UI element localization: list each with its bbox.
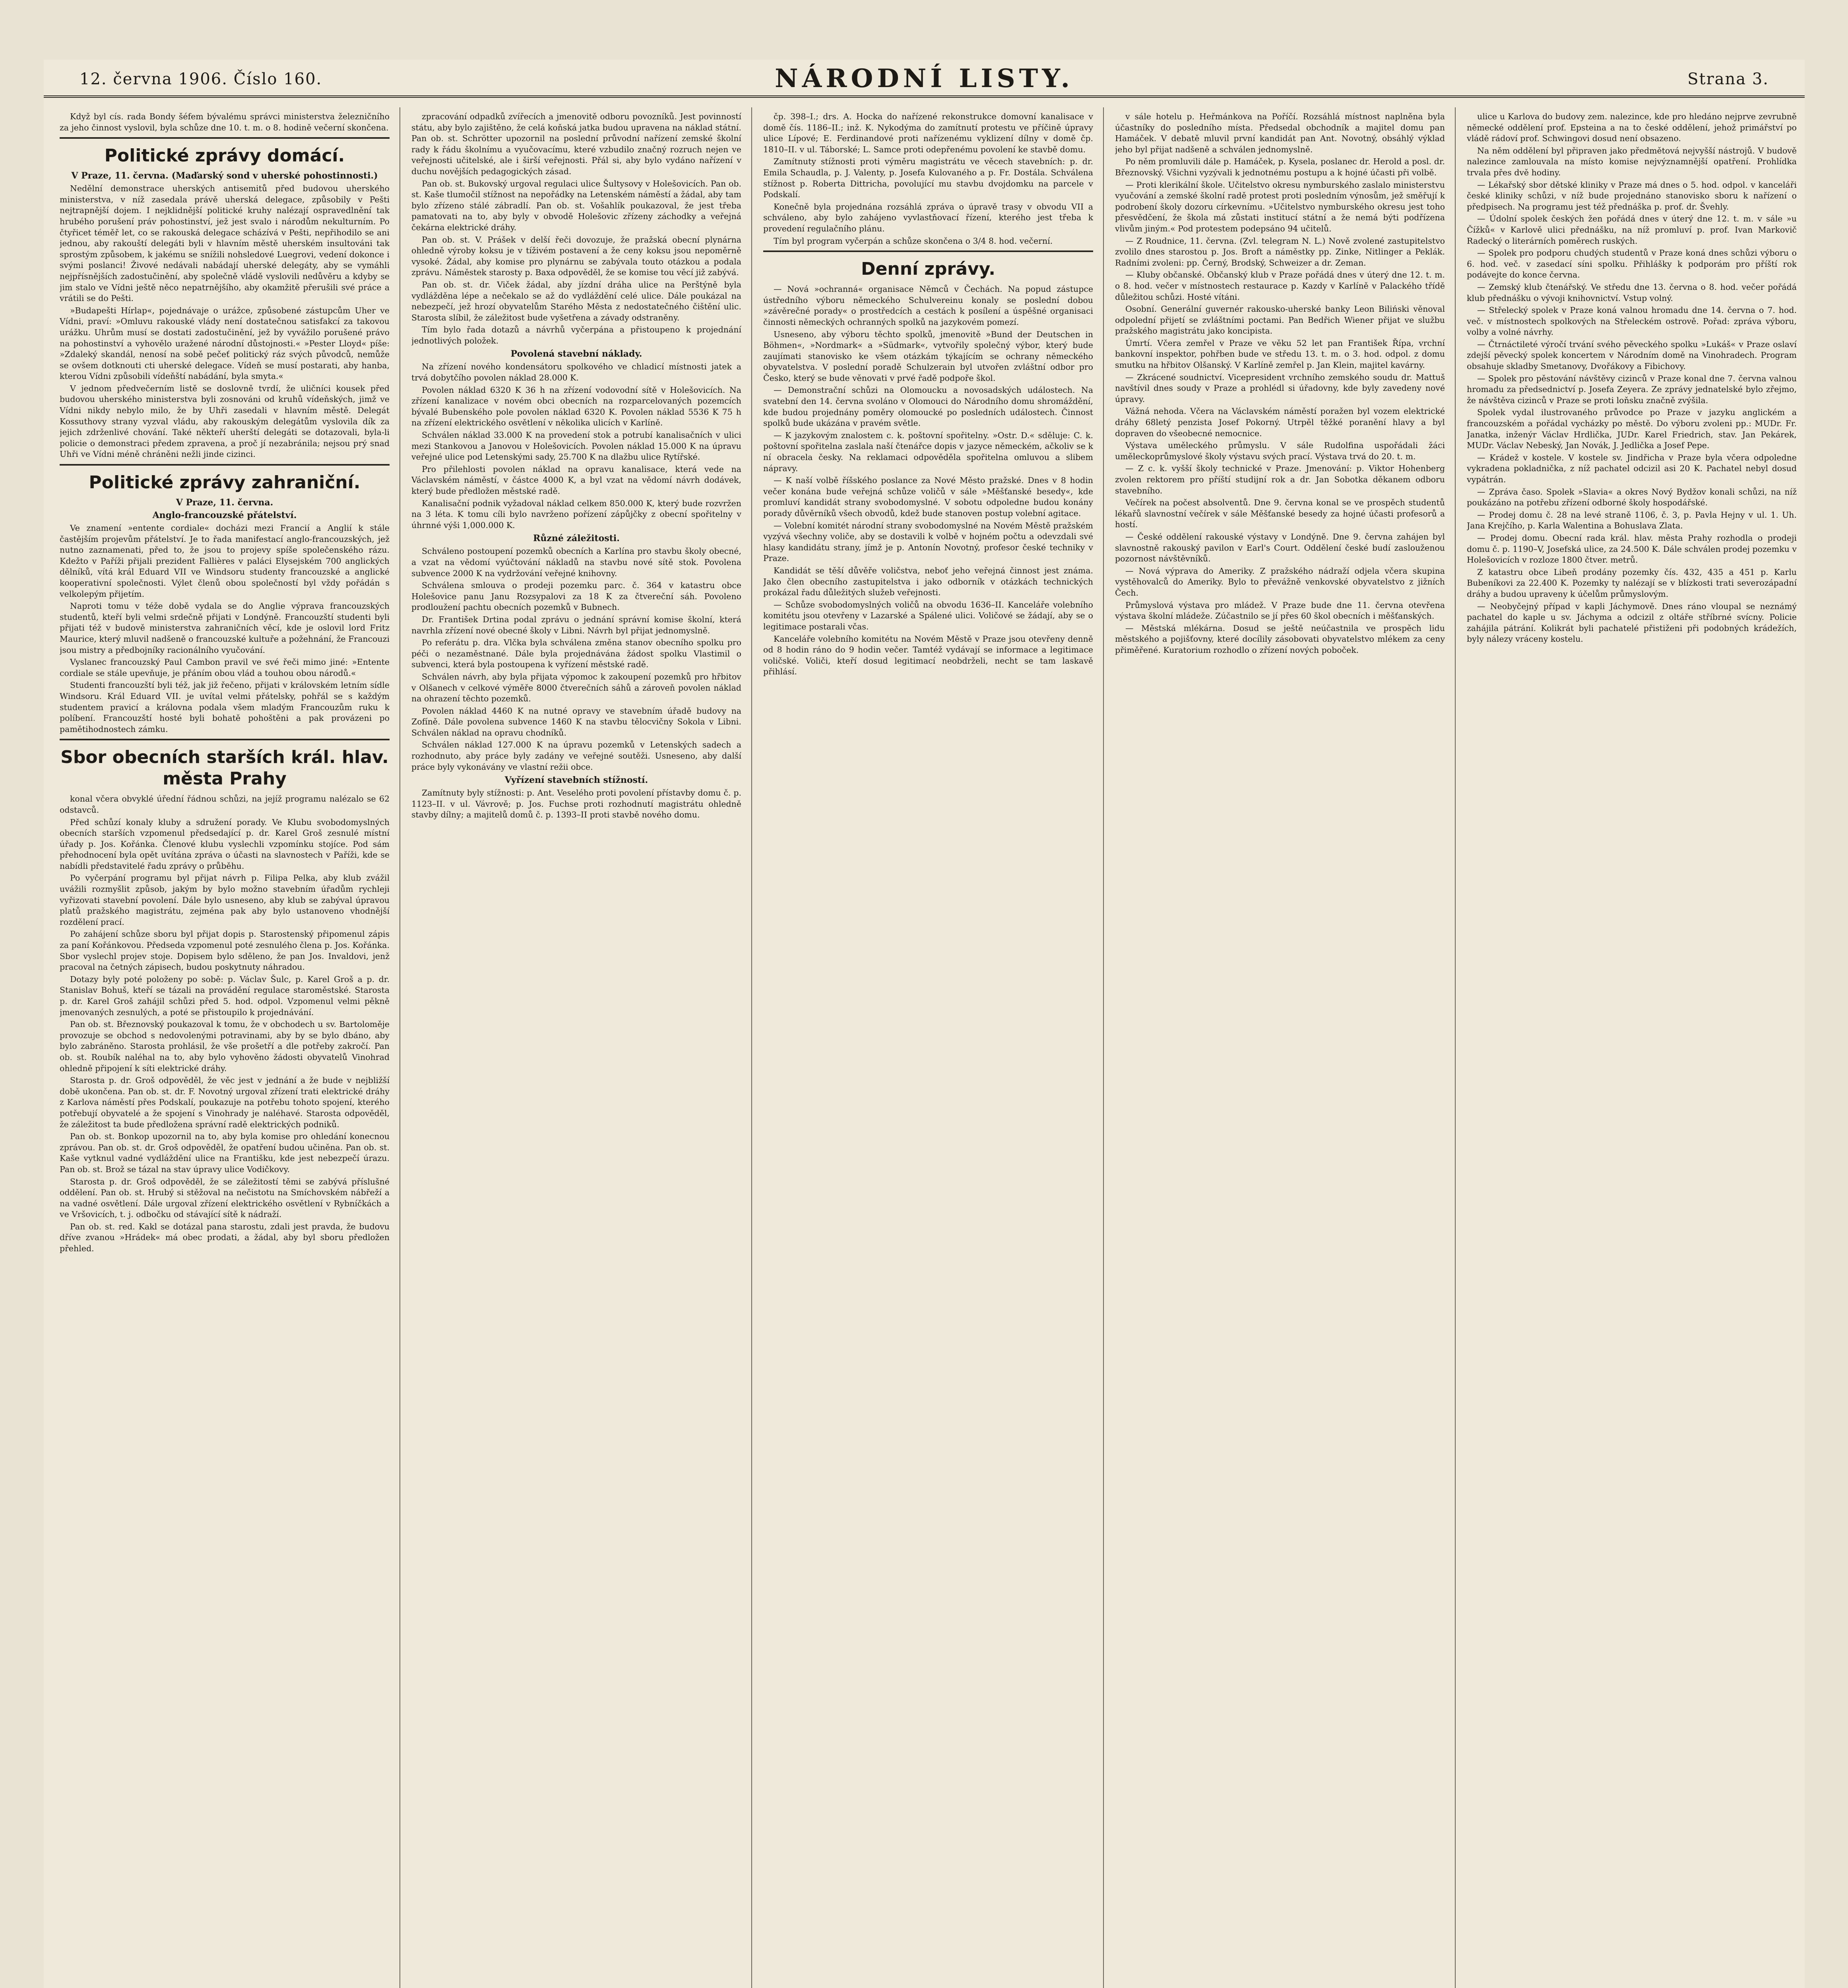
article-paragraph: — Lékařský sbor dětské kliniky v Praze má dnes o 5. hod. odpol. v kanceláři české kliniky schůzi, v níž bude projednáno stanovisko sboru k nařízení o předpisech. Na programu jest též přednáška p. prof. dr. Švehly. xyxy=(1467,180,1797,212)
article-paragraph: — Zkrácené soudnictví. Vicepresident vrchního zemského soudu dr. Mattuš navštívil dnes soudy v Praze a prohlédl si úřadovny, kde byly zavedeny nové úpravy. xyxy=(1115,372,1445,404)
article-paragraph: Zamítnuty byly stížnosti: p. Ant. Veselého proti povolení přístavby domu č. p. 1123–II. v ul. Vávrově; p. Jos. Fuchse proti rozhodnutí magistrátu ohledně stavby dílny; a majitelů domů č. p. 1393–II proti stavbě nového domu. xyxy=(411,788,741,820)
article-paragraph: Po referátu p. dra. Vlčka byla schválena změna stanov obecního spolku pro péči o nezaměstnané. Dále byla projednávána žádost spolku Vlastimil o subvenci, která byla postoupena k vyřízení městské radě. xyxy=(411,638,741,670)
article-paragraph: V jednom předvečerním listě se doslovně tvrdí, že uličníci kousek před budovou uherského ministerstva byli zosnováni od kruhů vídeňských, jimž ve Vídni nikdy nebylo milo, že by Uhři zasedali v hlavním městě. Delegát Kossuthovy strany vyzval vládu, aby rakouským delegátům vyslovila dík za jejich zdrženlivé chování. Také někteří uherští delegáti se dotazovali, byla-li policie o demonstraci předem zpravena, a proč jí nezabránila; nejsou prý snad Uhři ve Vídni méně chráněni nežli jinde cizinci. xyxy=(60,383,390,459)
article-paragraph: Ve znamení »entente cordiale« docházi mezi Francií a Anglií k stále častějším projevům přátelství. Je to řada manifestací anglo-francouzských, jež nutno zaznamenati, před to, že jsou to projevy spíše společenského rázu. Kdežto v Paříži přijali prezident Fallières v paláci Elysejském 700 anglických dělníků, vítá král Eduard VII ve Windsoru studenty francouzské a anglické kooperativní společnosti. Výlet členů obou společností byl vždy pořádán s velkolepým přijetím. xyxy=(60,523,390,599)
article-paragraph: Tím byl program vyčerpán a schůze skončena o 3/4 8. hod. večerní. xyxy=(774,236,1053,246)
newspaper-page xyxy=(44,60,1805,1988)
article-paragraph: Schválen náklad 33.000 K na provedení stok a potrubí kanalisačních v ulici mezi Stankovou a Janovou v Holešovicích. Povolen náklad 15.000 K na úpravu veřejné ulice pod Letenskými sady, 25.700 K na dlažbu ulice Rytířské. xyxy=(411,430,741,462)
article-paragraph: Spolek vydal ilustrovaného průvodce po Praze v jazyku anglickém a francouzském a pořádal vycházky po městě. Do výboru zvoleni pp.: MUDr. Fr. Janatka, inženýr Václav Hrdlička, JUDr. Karel Friedrich, stav. Jan Pekárek, MUDr. Václav Nebeský, Jan Novák, J. Jedlička a Josef Pepe. xyxy=(1467,408,1797,450)
column-2 xyxy=(411,111,741,1988)
issue-date: 12. června 1906. Číslo 160. xyxy=(80,70,322,88)
article-paragraph: Tím bylo řada dotazů a návrhů vyčerpána a přistoupeno k projednání jednotlivých položek. xyxy=(411,325,741,346)
column-divider xyxy=(399,107,400,1988)
subheading: V Praze, 11. června. xyxy=(176,497,273,508)
section-heading: Politické zprávy domácí. xyxy=(104,146,345,166)
article-paragraph: Zamítnuty stížnosti proti výměru magistrátu ve věcech stavebních: p. dr. Emila Schaudla, p. J. Valenty, p. Josefa Kulovaného a p. Fr. Dostála. Schválena stížnost p. Roberta Dittricha, povolující mu stavbu dvojdomku na parcele v Podskalí. xyxy=(763,157,1093,200)
article-paragraph: Starosta p. dr. Groš odpověděl, že věc jest v jednání a že bude v nejbližší době ukončena. Pan ob. st. dr. F. Novotný urgoval zřízení trati elektrické dráhy z Karlova náměstí přes Podskalí, poukazuje na potřebu tohoto spojení, kterého potřebují obyvatelé a že spojení s Vinohrady je naléhavé. Starosta odpověděl, že záležitost ta bude předložena správní radě elektrických podniků. xyxy=(60,1076,390,1129)
article-paragraph: — Zpráva časo. Spolek »Slavia« a okres Nový Bydžov konali schůzi, na níž poukázáno na potřebu zřízení odborné školy hospodářské. xyxy=(1467,487,1797,508)
article-paragraph: Výstava uměleckého průmyslu. V sále Rudolfina uspořádali žáci uměleckoprůmyslové školy výstavu svých prací. Výstava trvá do 20. t. m. xyxy=(1115,441,1445,461)
article-paragraph: — K jazykovým znalostem c. k. poštovní spořitelny. »Ostr. D.« sděluje: C. k. poštovní spořitelna zaslala naší čtenářce dopis v jazyce německém, ačkoliv se k ní obracela česky. Na reklamaci odpověděla spořitelna omluvou a slibem nápravy. xyxy=(763,430,1093,473)
article-paragraph: Naproti tomu v téže době vydala se do Anglie výprava francouzských studentů, kteří byli velmi srdečně přijati v Londýně. Francouzští studenti byli přijati též v budově ministerstva zahraničních věcí, kde je oslovil lord Fritz Maurice, který mluvil nadšeně o francouzské kultuře a požehnání, že Francouzi jsou mistry a předbojníky racionálního vyučování. xyxy=(60,601,390,655)
article-paragraph: — Neobyčejný případ v kapli Jáchymově. Dnes ráno vloupal se neznámý pachatel do kaple u sv. Jáchyma a odcizil z oltáře stříbrné svícny. Policie zahájila pátrání. Kolikrát byli pachatelé přistiženi při podobných krádežích, byly nálezy vráceny kostelu. xyxy=(1467,601,1797,644)
page-header xyxy=(44,60,1805,98)
article-paragraph: Když byl cís. rada Bondy šéfem bývalému správci ministerstva železničního za jeho činnost vyslovil, byla schůze dne 10. t. m. o 8. hodině večerní skončena. xyxy=(60,112,390,132)
article-paragraph: — Z c. k. vyšší školy technické v Praze. Jmenování: p. Viktor Hohenberg zvolen rektorem pro příští studijní rok a dr. Jan Sobotka děkanem odboru stavebního. xyxy=(1115,464,1445,495)
article-paragraph: Průmyslová výstava pro mládež. V Praze bude dne 11. června otevřena výstava školní mládeže. Zúčastnilo se jí přes 60 škol obecních i měšťanských. xyxy=(1115,600,1445,621)
article-paragraph: Schválen návrh, aby byla přijata výpomoc k zakoupení pozemků pro hřbitov v Olšanech v celkové výměře 8000 čtverečních sáhů a zároveň povolen náklad na ohrazení těchto pozemků. xyxy=(411,672,741,704)
article-paragraph: Kandidát se těší důvěře voličstva, neboť jeho veřejná činnost jest známa. Jako člen obecního zastupitelstva i jako odborník v otázkách technických prokázal řadu důležitých služeb veřejnosti. xyxy=(763,565,1093,598)
article-paragraph: Úmrtí. Včera zemřel v Praze ve věku 52 let pan František Řípa, vrchní bankovní inspektor, pohřben bude ve středu 13. t. m. o 3. hod. odpol. z domu smutku na hřbitov Olšanský. V Karlíně zemřel p. Jan Klein, majitel kavárny. xyxy=(1115,338,1445,370)
article-paragraph: Na něm oddělení byl připraven jako předmětová nejvyšší nástrojů. V budově nalezince zamlouvala na místo komise nejvýznamnější opatření. Prohlídka trvala přes dvě hodiny. xyxy=(1467,146,1797,177)
article-paragraph: — Údolní spolek českých žen pořádá dnes v úterý dne 12. t. m. v sále »u Čížků« v Karlově ulici přednášku, na níž promluví p. prof. Ivan Markovič Radecký o literárních poměrech ruských. xyxy=(1467,214,1797,246)
article-paragraph: Dotazy byly poté položeny po sobě: p. Václav Šulc, p. Karel Groš a p. dr. Stanislav Bohuš, kteří se tázali na provádění regulace staroměstské. Starosta p. dr. Karel Groš zahájil schůzi před 5. hod. odpol. Vzpomenul velmi pěkně jmenovaných zesnulých, a poté se přistoupilo k projednávání. xyxy=(60,974,390,1017)
article-paragraph: Vážná nehoda. Včera na Václavském náměstí poražen byl vozem elektrické dráhy 68letý penzista Josef Pokorný. Utrpěl těžké poranění hlavy a byl dopraven do všeobecné nemocnice. xyxy=(1115,406,1445,438)
article-paragraph: v sále hotelu p. Heřmánkova na Poříčí. Rozsáhlá místnost naplněna byla účastníky do posledního místa. Předsedal obchodník a majitel domu pan Hamáček. V debatě mluvil první kandidát pan Ant. Novotný, obsáhlý výklad jeho byl přijat nadšeně a schválen jednomyslně. xyxy=(1115,112,1445,154)
article-paragraph: — K naší volbě říšského poslance za Nové Město pražské. Dnes v 8 hodin večer konána bude veřejná schůze voličů v sále »Měšťanské besedy«, kde promluví kandidát strany svobodomyslné. V sobotu odpoledne budou konány porady důvěrníků všech obvodů, kdež bude stanoven postup volební agitace. xyxy=(763,476,1093,518)
column-divider xyxy=(751,107,752,1988)
article-paragraph: Večírek na počest absolventů. Dne 9. června konal se ve prospěch studentů lékařů slavnostní večírek v sále Měšťanské besedy za hojné účasti profesorů a hostí. xyxy=(1115,498,1445,530)
article-paragraph: čp. 398–I.; drs. A. Hocka do nařízené rekonstrukce domovní kanalisace v domě čís. 1186–II.; inž. K. Nykodýma do zamítnutí protestu ve příčině úpravy ulice Lípové; E. Ferdinandové proti nařízenému vyklizení dílny v domě čp. 1810–II. v ul. Táborské; L. Samce proti odepřenému povolení ke stavbě domu. xyxy=(763,112,1093,154)
article-paragraph: zpracování odpadků zvířecích a jmenovitě odboru povozníků. Jest povinností státu, aby bylo zajištěno, že celá koňská jatka budou upravena na náklad státní. Pan ob. st. Schrötter upozornil na poslední průvodní nařízení zemské školní rady k řádu školnímu a vyučovacímu, které vzbudilo značný rozruch nejen ve veřejnosti učitelské, ale i širší veřejnosti. Přál si, aby bylo vydáno nařízení v duchu novějších pedagogických zásad. xyxy=(411,112,741,176)
article-paragraph: Schválena smlouva o prodeji pozemku parc. č. 364 v katastru obce Holešovice panu Janu Rozsypalovi za 18 K za čtvereční sáh. Povoleno prodloužení pachtu obecních pozemků v Bubnech. xyxy=(411,580,741,612)
newspaper-title: NÁRODNÍ LISTY. xyxy=(775,64,1074,93)
section-rule xyxy=(763,250,1093,252)
article-paragraph: Z katastru obce Libeň prodány pozemky čís. 432, 435 a 451 p. Karlu Bubeníkovi za 22.400 K. Pozemky ty nalézají se v blízkosti trati severozápadní dráhy a budou upraveny k účelům průmyslovým. xyxy=(1467,567,1797,599)
article-paragraph: Kanceláře volebního komitétu na Novém Městě v Praze jsou otevřeny denně od 8 hodin ráno do 9 hodin večer. Tamtéž vydávají se informace a legitimace voličské. Voliči, kteří dosud legitimací neobdrželi, necht se tam laskavě přihlásí. xyxy=(763,634,1093,677)
article-paragraph: »Budapešti Hírlap«, pojednávaje o urážce, způsobené zástupcům Uher ve Vídni, praví: »Omluvu rakouské vlády není dostatečnou satisfakcí za takovou urážku. Uhrům musí se dostati zadostučinění, jež by vyvážilo porušené právo na pohostinství a vyhovělo uražené národní důstojnosti.« »Pester Lloyd« píše: »Zdaleký skandál, nenosí na sobě pečeť politický ráz svých původců, nemůže se ovšem dotknouti cti uherské delegace. Vídeň se musí postarati, aby hanba, kterou Vídni způsobili vídeňští nabádání, byla smyta.« xyxy=(60,305,390,381)
article-paragraph: Schválen náklad 127.000 K na úpravu pozemků v Letenských sadech a rozhodnuto, aby práce byly zadány ve veřejné soutěži. Usneseno, aby další práce byly vykonávány ve vlastní režii obce. xyxy=(411,740,741,772)
section-heading: Denní zprávy. xyxy=(861,259,995,280)
article-paragraph: — Krádež v kostele. V kostele sv. Jindřicha v Praze byla včera odpoledne vykradena pokladnička, z níž pachatel odcizil asi 20 K. Pachatel nebyl dosud vypátrán. xyxy=(1467,452,1797,484)
article-paragraph: — České oddělení rakouské výstavy v Londýně. Dne 9. června zahájen byl slavnostně rakouský pavilon v Earl's Court. Oddělení české budí zaslouženou pozornost návštěvníků. xyxy=(1115,532,1445,564)
column-divider xyxy=(1103,107,1104,1988)
article-paragraph: Kanalisační podnik vyžadoval náklad celkem 850.000 K, který bude rozvržen na 3 léta. K tomu cíli bylo navrženo pořízení zápůjčky z obecní spořitelny v úhrnné výši 1,000.000 K. xyxy=(411,498,741,530)
article-paragraph: Pan ob. st. Bukovský urgoval regulaci ulice Šultysovy v Holešovicích. Pan ob. st. Kaše tlumočil stížnost na nepořádky na Letenském náměstí a žádal, aby tam bylo zřízeno stálé zábradlí. Pan ob. st. Vošahlík poukazoval, že jest třeba pamatovati na to, aby byly v obvodě Holešovic zřízeny záchodky a veřejná čekárna elektrické dráhy. xyxy=(411,179,741,232)
article-paragraph: Pan ob. st. Březnovský poukazoval k tomu, že v obchodech u sv. Bartoloměje provozuje se obchod s nedovolenými potravinami, aby by se bylo dbáno, aby bylo zabráněno. Starosta prohlásil, že vše prošetří a dle potřeby zakročí. Pan ob. st. Roubík naléhal na to, aby bylo vyhověno žádosti obyvatelů Vinohrad ohledně připojení k síti elektrické dráhy. xyxy=(60,1019,390,1073)
section-rule xyxy=(60,137,390,139)
article-paragraph: — Městská mlékárna. Dosud se ještě neúčastnila ve prospěch lidu městského a pojišťovny, které docílily zásobovati obyvatelstvo mlékem za ceny přiměřené. Kuratorium rozhodlo o zřízení nových poboček. xyxy=(1115,623,1445,655)
article-paragraph: — Nová výprava do Ameriky. Z pražského nádraží odjela včera skupina vystěhovalců do Ameriky. Bylo to převážně venkovské obyvatelstvo z jižních Čech. xyxy=(1115,566,1445,598)
article-paragraph: Povolen náklad 6320 K 36 h na zřízení vodovodní sítě v Holešovicích. Na zřízení kanalizace v novém obci obecních na rozparcelovaných pozemcích bývalé Bubenského pole povolen náklad 6320 K. Povolen náklad 5536 K 75 h na zřízení elektrického osvětlení v několika ulicích v Karlíně. xyxy=(411,385,741,428)
article-paragraph: — Proti klerikální škole. Učitelstvo okresu nymburského zaslalo ministerstvu vyučování a zemské školní radě protest proti posledním výnosům, jež směřují k podrobení školy dozoru církevnímu. »Učitelstvo nymburského okresu jest toho přesvědčení, že škola má zůstati institucí státní a že nemá býti podřízena vlivům jiným.« Pod protestem podepsáno 94 učitelů. xyxy=(1115,180,1445,233)
article-paragraph: konal včera obvyklé úřední řádnou schůzi, na jejíž programu nalézalo se 62 odstavců. xyxy=(60,794,390,815)
article-paragraph: — Volební komitét národní strany svobodomyslné na Novém Městě pražském vyzývá všechny voliče, aby se dostavili k volbě v hojném počtu a odevzdali své hlasy kandidátu strany, jímž je p. Antonín Novotný, profesor české techniky v Praze. xyxy=(763,520,1093,563)
article-paragraph: — Spolek pro pěstování návštěvy cizinců v Praze konal dne 7. června valnou hromadu za předsednictví p. Josefa Zeyera. Ze zprávy jednatelské bylo zřejmo, že návštěva cizinců v Praze se proti loňsku značně zvýšila. xyxy=(1467,373,1797,405)
subheading: Vyřízení stavebních stížností. xyxy=(504,775,648,786)
column-5 xyxy=(1467,111,1797,1988)
section-heading: Politické zprávy zahraniční. xyxy=(89,472,361,493)
article-paragraph: Pan ob. st. Bonkop upozornil na to, aby byla komise pro ohledání konecnou zprávou. Pan ob. st. dr. Groš odpověděl, že opatření budou učiněna. Pan ob. st. Kaše vytknul vadné vydláždění ulice na Františku, kde jest nebezpečí úrazu. Pan ob. st. Brož se tázal na stav úpravy ulice Vodičkovy. xyxy=(60,1132,390,1174)
article-paragraph: Vyslanec francouzský Paul Cambon pravil ve své řeči mimo jiné: »Entente cordiale se stále upevňuje, je přáním obou vlád a touhou obou národů.« xyxy=(60,657,390,678)
article-paragraph: ulice u Karlova do budovy zem. nalezince, kde pro hledáno nejprve zevrubně německé oddělení prof. Epsteina a na to české oddělení, jehož primářství po vládě rádoví prof. Schwingovi dosud není obsazeno. xyxy=(1467,112,1797,144)
page-number: Strana 3. xyxy=(1687,70,1769,88)
article-paragraph: — Čtrnáctileté výročí trvání svého pěveckého spolku »Lukáš« v Praze oslaví zdejší pěvecký spolek koncertem v Národním domě na Vinohradech. Program obsahuje skladby Smetanovy, Dvořákovy a Fibichovy. xyxy=(1467,339,1797,371)
article-paragraph: — Prodej domu č. 28 na levé straně 1106, č. 3, p. Pavla Hejny v ul. 1. Uh. Jana Krejčího, p. Karla Walentina a Bohuslava Zlata. xyxy=(1467,510,1797,531)
article-paragraph: Na zřízení nového kondensátoru spolkového ve chladicí místnosti jatek a trvá dobytčího povolen náklad 28.000 K. xyxy=(411,362,741,383)
article-paragraph: Konečně byla projednána rozsáhlá zpráva o úpravě trasy v obvodu VII a schváleno, aby bylo zahájeno vyvlastňovací řízení, kterého jest třeba k provedení regulačního plánu. xyxy=(763,202,1093,233)
article-paragraph: Pan ob. st. dr. Viček žádal, aby jízdní dráha ulice na Perštýně byla vydlážděna lépe a nečekalo se až do vydláždění celé ulice. Dále poukázal na nebezpečí, jež hrozí obyvatelům Starého Města z nedostatečného čištění ulic. Starosta slíbil, že záležitost bude vyšetřena a závady odstraněny. xyxy=(411,280,741,322)
article-paragraph: Po vyčerpání programu byl přijat návrh p. Filipa Pelka, aby klub zvážil uvážili rozmyšlit způsob, jakým by bylo možno stavebním úřadům rychleji vyřizovati stavební povolení. Dále bylo usneseno, aby klub se zabýval úpravou platů pražského magistrátu, zejména pak aby bylo ustanoveno vhodnější rozdělení prací. xyxy=(60,873,390,927)
column-3 xyxy=(763,111,1093,1988)
article-paragraph: — Nová »ochranná« organisace Němců v Čechách. Na popud zástupce ústředního výboru německého Schulvereinu konaly se poslední dobou »závěrečné porady« o prostředcích a cestách k posílení a úspěšné organisaci činnosti německých ochranných spolků na jazykovém pomezí. xyxy=(763,284,1093,327)
article-paragraph: — Kluby občanské. Občanský klub v Praze pořádá dnes v úterý dne 12. t. m. o 8. hod. večer v místnostech restaurace p. Kazdy v Karlíně v Palackého třídě důležitou schůzi. Hosté vítáni. xyxy=(1115,270,1445,302)
article-paragraph: Studenti francouzští byli též, jak již řečeno, přijati v královském letním sídle Windsoru. Král Eduard VII. je uvítal velmi přátelsky, pohřál se s každým studentem pravicí a královna podala všem mladým Francouzům ruku k políbení. Francouzští hosté byli bohatě pohoštěni a pak provázeni po pamětihodnostech zámku. xyxy=(60,680,390,734)
article-paragraph: Starosta p. dr. Groš odpověděl, že se záležitostí těmi se zabývá příslušné oddělení. Pan ob. st. Hrubý si stěžoval na nečistotu na Smíchovském nábřeží a na vadné osvětlení. Dále urgoval zřízení elektrického osvětlení v Rybníčkách a ve Vršovicích, t. j. odbočku od stávající sítě k nádraží. xyxy=(60,1176,390,1219)
section-rule xyxy=(60,739,390,740)
article-paragraph: Osobní. Generální guvernér rakousko-uherské banky Leon Biliński věnoval odpolední přijetí se zvláštními poctami. Pan Bedřich Wiener přijat ve službu pražského magistrátu jako koncipista. xyxy=(1115,304,1445,336)
article-paragraph: — Střelecký spolek v Praze koná valnou hromadu dne 14. června o 7. hod. več. v místnostech spolkových na Střeleckém ostrově. Pořad: zpráva výboru, volby a volné návrhy. xyxy=(1467,305,1797,337)
column-1 xyxy=(60,111,390,1988)
article-paragraph: — Spolek pro podporu chudých studentů v Praze koná dnes schůzi výboru o 6. hod. več. v zasedací síni spolku. Přihlášky k podporám pro příští rok podávejte do konce června. xyxy=(1467,248,1797,280)
article-paragraph: Po něm promluvili dále p. Hamáček, p. Kysela, poslanec dr. Herold a posl. dr. Březnovský. Všichni vyzývali k jednotnému postupu a k hojné účasti při volbě. xyxy=(1115,157,1445,177)
section-rule xyxy=(60,464,390,466)
article-paragraph: — Z Roudnice, 11. června. (Zvl. telegram N. L.) Nově zvolené zastupitelstvo zvolilo dnes starostou p. Jos. Broft a náměstky pp. Zinke, Nitlinger a Peklák. Radními zvoleni: pp. Černý, Brodský, Schweizer a dr. Zeman. xyxy=(1115,236,1445,268)
article-paragraph: — Demonstrační schůzi na Olomoucku a novosadských událostech. Na svatební den 14. června svoláno v Olomouci do Národního domu shromáždění, kde budou projednány poměry olomoucké po posledních událostech. Činnost spolků bude ukázána v pravém světle. xyxy=(763,385,1093,428)
article-paragraph: Po zahájení schůze sboru byl přijat dopis p. Starostenský připomenul zápis za paní Kořánkovou. Předseda vzpomenul poté zesnulého člena p. Jos. Kořánka. Sbor vyslechl projev stoje. Dopisem bylo sděleno, že pan Jos. Invaldovi, jenž pracoval na četných zápisech, budou poskytnuty náhradou. xyxy=(60,929,390,972)
column-4 xyxy=(1115,111,1445,1988)
article-paragraph: Povolen náklad 4460 K na nutné opravy ve stavebním úřadě budovy na Zofíně. Dále povolena subvence 1460 K na stavbu tělocvičny Sokola v Libni. Schválen náklad na opravu chodníků. xyxy=(411,706,741,738)
article-paragraph: — Prodej domu. Obecní rada král. hlav. města Prahy rozhodla o prodeji domu č. p. 1190–V, Josefská ulice, za 24.500 K. Dále schválen prodej pozemku v Holešovicích v rozloze 1800 čtver. metrů. xyxy=(1467,533,1797,565)
article-paragraph: Pro přilehlosti povolen náklad na opravu kanalisace, která vede na Václavském náměstí, v částce 4000 K, a byl vzat na vědomí návrh dodávek, který bude předložen městské radě. xyxy=(411,464,741,496)
column-divider xyxy=(1455,107,1456,1988)
subheading: V Praze, 11. června. (Maďarský sond v uherské pohostinnosti.) xyxy=(71,171,378,181)
article-paragraph: Dr. František Drtina podal zprávu o jednání správní komise školní, která navrhla zřízení nové obecné školy v Libni. Návrh byl přijat jednomyslně. xyxy=(411,614,741,635)
section-heading: Sbor obecních starších král. hlav. města Prahy xyxy=(60,747,389,789)
article-paragraph: Před schůzí konaly kluby a sdružení porady. Ve Klubu svobodomyslných obecních starších vzpomenul předsedající p. dr. Karel Groš zesnulé místní úřady p. Jos. Kořánka. Členové klubu vyslechli vzpomínku stojíce. Pod sám přehodnocení byla opět uvítána zpráva o účasti na slavnostech v Paříži, kde se nabídli představitelé řadu zprávy o průběhu. xyxy=(60,817,390,871)
article-paragraph: Pan ob. st. red. Kakl se dotázal pana starostu, zdali jest pravda, že budovu dříve zvanou »Hrádek« má obec prodati, a žádal, aby byl sboru předložen přehled. xyxy=(60,1221,390,1254)
article-paragraph: — Zemský klub čtenářský. Ve středu dne 13. června o 8. hod. večer pořádá klub přednášku o vývoji knihovnictví. Vstup volný. xyxy=(1467,282,1797,303)
article-paragraph: Nedělní demonstrace uherských antisemitů před budovou uherského ministerstva, v níž zasedala právě uherská delegace, způsobily v Pešti nejtrapnější dojem. I nejklidnější politické kruhy nalézají ospravedlnění tak hrubého porušení práv pohostinství, jež jest svalo i národům nekulturním. Po čtyřicet téměř let, co se rakouská delegace scházívá v Pešti, nepřihodilo se ani jednou, aby rakouští delegáti byli v hlavním městě uherském insultováni tak sprostým způsobem, k jakému se snížili nohsledové Luegrovi, vedení dokonce i svými poslanci! Živové nedávali nabádají uherské delegáty, aby se vymáhli nejpřísnějších zadostučinění, aby společně vládě vyslovili nedůvěru a kdyby se jim stalo ve Vídni ještě něco nepatrnějšího, aby okamžitě přerušili své práce a vrátili se do Pešti. xyxy=(60,184,390,303)
subheading: Povolená stavební náklady. xyxy=(510,349,642,359)
subheading: Anglo-francouzské přátelství. xyxy=(152,510,297,521)
article-paragraph: — Schůze svobodomyslných voličů na obvodu 1636–II. Kanceláře volebního komitétu jsou otevřeny v Lazarské a Spálené ulici. Voličové se žádají, aby se o legitimace postarali včas. xyxy=(763,600,1093,631)
subheading: Různé záležitosti. xyxy=(533,533,620,544)
article-paragraph: Pan ob. st. V. Prášek v delší řeči dovozuje, že pražská obecní plynárna ohledně výroby koksu je v tíživém postavení a že ceny koksu jsou nepoměrně vysoké. Žádal, aby komise pro plynárnu se zabývala touto otázkou a podala zprávu. Náměstek starosty p. Baxa odpověděl, že se komise tou věcí již zabývá. xyxy=(411,235,741,278)
article-paragraph: Usneseno, aby výboru těchto spolků, jmenovitě »Bund der Deutschen in Böhmen«, »Nordmark« a »Südmark«, vytvořily společný výbor, který bude zaujímati stanovisko ke všem otázkám týkajícím se ochrany německého obyvatelstva. V poslední poradě Schulzerain byl utvořen zvláštní odbor pro Česko, který se bude věnovati v prvé řadě podpoře škol. xyxy=(763,329,1093,383)
article-paragraph: Schváleno postoupení pozemků obecních a Karlína pro stavbu školy obecné, a vzat na vědomí vyúčtování nákladů na stavbu nové sítě stok. Povolena subvence 2000 K na vydržování veřejné knihovny. xyxy=(411,546,741,578)
